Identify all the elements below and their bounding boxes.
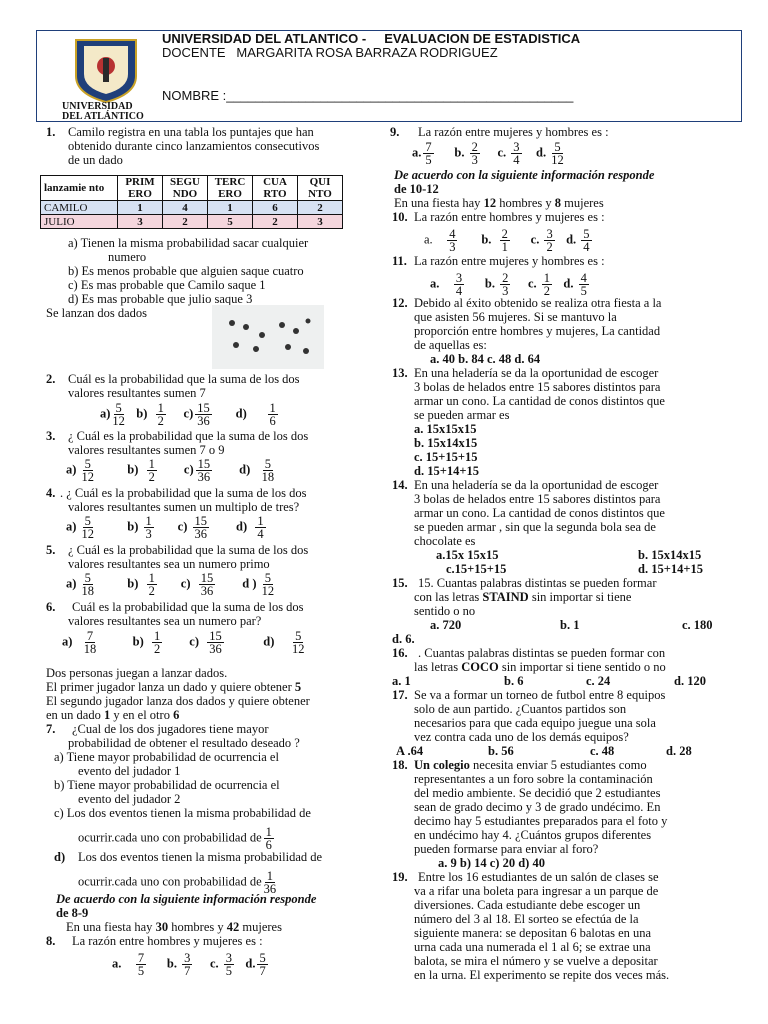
- table-header-row: [41, 176, 343, 201]
- info-10-12: En una fiesta hay 12 hombres y 8 mujeres: [394, 196, 604, 210]
- q17-option-c: c. 48: [590, 744, 615, 758]
- teacher-line: DOCENTE MARGARITA ROSA BARRAZA RODRIGUEZ: [162, 45, 498, 60]
- q19-text: en la urna. El experimento se repite dos veces más.: [414, 968, 670, 982]
- q7-option-d: Los dos eventos tienen la misma probabilidad de: [78, 850, 323, 864]
- q2-number: 2.: [46, 372, 56, 386]
- q6-options: a) $\frac{7}{18}$ b) $\frac{1}{2}$ c) $\frac{15}{36}$ d) $\frac{5}{12}$: [62, 629, 305, 656]
- q18-text: pueden formarse para enviar al foro?: [414, 842, 599, 856]
- q14-option-a: a.15x 15x15: [436, 548, 499, 562]
- q7-option-d: ocurrir.cada uno con probabilidad de $\frac{1}{36}$: [78, 869, 277, 896]
- q17-text: vez contra cada uno de los demás equipos?: [414, 730, 629, 744]
- q7-option-c: ocurrir.cada uno con probabilidad de $\frac{1}{6}$: [78, 825, 272, 852]
- q6-number: 6.: [46, 600, 56, 614]
- name-line: NOMBRE :________________________________________________: [162, 88, 574, 103]
- q15-option-a: a. 720: [430, 618, 462, 632]
- q14-option-c: c.15+15+15: [446, 562, 507, 576]
- q10-options: a. $\frac{4}{3}$ b. $\frac{2}{1}$ c. $\frac{3}{2}$ d. $\frac{5}{4}$: [424, 227, 590, 254]
- q2-text: Cuál es la probabilidad que la suma de los dos: [68, 372, 300, 386]
- q18-text: sean de grado decimo y 3 de grado undécimo. En: [414, 800, 661, 814]
- players-text: Dos personas juegan a lanzar dados.: [46, 666, 228, 680]
- q10-number: 10.: [392, 210, 408, 224]
- q14-text: se pueden armar , sin que la segunda bola sea de: [414, 520, 656, 534]
- table-cell: 6: [253, 201, 298, 215]
- q9-text: La razón entre mujeres y hombres es :: [418, 125, 609, 139]
- table-header: lanzamie nto: [41, 176, 118, 201]
- q17-text: Se va a formar un torneo de futbol entre 8 equipos: [414, 688, 666, 702]
- table-row: [41, 201, 343, 215]
- q17-option-d: d. 28: [666, 744, 692, 758]
- q3-options: a) $\frac{5}{12}$ b) $\frac{1}{2}$ c) $\frac{15}{36}$ d) $\frac{5}{18}$: [66, 457, 275, 484]
- logo-caption-2: DEL ATLÁNTICO: [62, 111, 144, 122]
- table-cell: CAMILO: [41, 201, 118, 215]
- q5-text: ¿ Cuál es la probabilidad que la suma de los dos: [68, 543, 309, 557]
- q13-text: 3 bolas de helados entre 15 sabores distintos para: [414, 380, 661, 394]
- q17-option-b: b. 56: [488, 744, 514, 758]
- info-10-12: De acuerdo con la siguiente información responde: [394, 168, 655, 182]
- q11-options: a. $\frac{3}{4}$ b. $\frac{2}{3}$ c. $\frac{1}{2}$ d. $\frac{4}{5}$: [430, 271, 587, 298]
- q2-text: valores resultantes sumen 7: [68, 386, 206, 400]
- q6-text: valores resultantes sea un numero par?: [68, 614, 262, 628]
- q19-text: número del 3 al 18. El sorteo se efectúa de la: [414, 912, 639, 926]
- q19-text: siguiente manera: se depositan 6 balotas en una: [414, 926, 652, 940]
- q5-options: a) $\frac{5}{18}$ b) $\frac{1}{2}$ c) $\frac{15}{36}$ d ) $\frac{5}{12}$: [66, 571, 275, 598]
- q5-text: valores resultantes sea un numero primo: [68, 557, 270, 571]
- q1-option-d: d) Es mas probable que julio saque 3: [68, 292, 253, 306]
- table-header: PRIM ERO: [118, 176, 163, 201]
- q12-text: Debido al éxito obtenido se realiza otra fiesta a la: [414, 296, 662, 310]
- q18-number: 18.: [392, 758, 408, 772]
- dice-intro: Se lanzan dos dados: [46, 306, 148, 320]
- q7-number: 7.: [46, 722, 56, 736]
- info-8-9: De acuerdo con la siguiente información responde: [56, 892, 317, 906]
- q17-number: 17.: [392, 688, 408, 702]
- q15-text: 15. Cuantas palabras distintas se pueden formar: [418, 576, 657, 590]
- q19-text: diversiones. Cada estudiante debe escoger un: [414, 898, 641, 912]
- q14-text: armar un cono. La cantidad de conos distintos que: [414, 506, 665, 520]
- table-cell: 2: [253, 215, 298, 229]
- table-cell: 3: [118, 215, 163, 229]
- q13-option-c: c. 15+15+15: [414, 450, 478, 464]
- table-cell: 2: [298, 201, 343, 215]
- q3-number: 3.: [46, 429, 56, 443]
- q7-option-b: b) Tiene mayor probabilidad de ocurrencia el: [54, 778, 280, 792]
- q14-text: 3 bolas de helados entre 15 sabores distintos para: [414, 492, 661, 506]
- players-text: El primer jugador lanza un dado y quiere obtener 5: [46, 680, 302, 694]
- dice-image: [212, 305, 324, 369]
- info-8-9: de 8-9: [56, 906, 89, 920]
- q12-text: de aquellas es:: [414, 338, 487, 352]
- q16-number: 16.: [392, 646, 408, 660]
- q15-option-c: c. 180: [682, 618, 713, 632]
- table-cell: 1: [118, 201, 163, 215]
- q18-text: del medio ambiente. Se decidió que 2 estudiantes: [414, 786, 661, 800]
- q12-text: que asisten 56 mujeres. Si se mantuvo la: [414, 310, 617, 324]
- q14-number: 14.: [392, 478, 408, 492]
- table-cell: 1: [208, 201, 253, 215]
- q1-option-b: b) Es menos probable que alguien saque cuatro: [68, 264, 304, 278]
- q16-text: las letras COCO sin importar si tiene sentido o no: [414, 660, 666, 674]
- q15-text: con las letras STAIND sin importar si tiene: [414, 590, 632, 604]
- q18-options: a. 9 b) 14 c) 20 d) 40: [438, 856, 545, 870]
- q14-text: chocolate es: [414, 534, 476, 548]
- q11-number: 11.: [392, 254, 407, 268]
- players-text: El segundo jugador lanza dos dados y quiere obtener: [46, 694, 310, 708]
- table-cell: 3: [298, 215, 343, 229]
- q19-text: Entre los 16 estudiantes de un salón de clases se: [418, 870, 659, 884]
- q8-number: 8.: [46, 934, 56, 948]
- q7-option-d: d): [54, 850, 66, 864]
- q1-number: 1.: [46, 125, 56, 139]
- q1-option-a: a) Tienen la misma probabilidad sacar cualquier: [68, 236, 309, 250]
- q19-text: urna cada una numerada el 1 al 6; se extrae una: [414, 940, 651, 954]
- q15-option-b: b. 1: [560, 618, 580, 632]
- q7-text: probabilidad de obtener el resultado deseado ?: [68, 736, 300, 750]
- table-cell: JULIO: [41, 215, 118, 229]
- q18-text: representantes a un foro sobre la contaminación: [414, 772, 653, 786]
- table-cell: 2: [163, 215, 208, 229]
- q16-option-c: c. 24: [586, 674, 611, 688]
- q17-text: necesarios para que cada equipo juegue una sola: [414, 716, 656, 730]
- q16-text: . Cuantas palabras distintas se pueden formar con: [418, 646, 666, 660]
- q1-option-a: numero: [108, 250, 147, 264]
- q12-number: 12.: [392, 296, 408, 310]
- q19-text: balota, se mira el número y se vuelve a depositar: [414, 954, 658, 968]
- q1-option-c: c) Es mas probable que Camilo saque 1: [68, 278, 266, 292]
- q15-option-d: d. 6.: [392, 632, 415, 646]
- q3-text: valores resultantes sumen 7 o 9: [68, 443, 225, 457]
- q10-text: La razón entre hombres y mujeres es :: [414, 210, 605, 224]
- q8-text: La razón entre hombres y mujeres es :: [72, 934, 263, 948]
- q9-number: 9.: [390, 125, 400, 139]
- info-8-9: En una fiesta hay 30 hombres y 42 mujeres: [66, 920, 282, 934]
- q12-text: proporción entre hombres y mujeres, La cantidad: [414, 324, 661, 338]
- q13-text: se pueden armar es: [414, 408, 510, 422]
- q13-option-b: b. 15x14x15: [414, 436, 478, 450]
- q7-option-b: evento del judador 2: [78, 792, 181, 806]
- q14-text: En una heladería se da la oportunidad de escoger: [414, 478, 659, 492]
- q16-option-b: b. 6: [504, 674, 524, 688]
- q13-option-a: a. 15x15x15: [414, 422, 477, 436]
- q14-option-d: d. 15+14+15: [638, 562, 703, 576]
- university-title: UNIVERSIDAD DEL ATLANTICO - EVALUACION DE ESTADISTICA: [162, 31, 581, 46]
- q6-text: Cuál es la probabilidad que la suma de los dos: [72, 600, 304, 614]
- q18-text: decimo hay 5 estudiantes preparados para el foto y: [414, 814, 668, 828]
- info-10-12: de 10-12: [394, 182, 439, 196]
- q5-number: 5.: [46, 543, 56, 557]
- q4-text: valores resultantes sumen un multiplo de tres?: [68, 500, 300, 514]
- q15-number: 15.: [392, 576, 408, 590]
- players-text: en un dado 1 y en el otro 6: [46, 708, 180, 722]
- table-header: QUI NTO: [298, 176, 343, 201]
- q14-option-b: b. 15x14x15: [638, 548, 702, 562]
- table-row: [41, 215, 343, 229]
- scores-table: [40, 175, 343, 229]
- q13-number: 13.: [392, 366, 408, 380]
- q8-options: a. $\frac{7}{5}$ b. $\frac{3}{7}$ c. $\frac{3}{5}$ d. $\frac{5}{7}$: [112, 951, 266, 978]
- q19-number: 19.: [392, 870, 408, 884]
- q1-text: Camilo registra en una tabla los puntajes que han: [68, 125, 314, 139]
- q7-option-c: c) Los dos eventos tienen la misma probabilidad de: [54, 806, 311, 820]
- q16-option-a: a. 1: [392, 674, 411, 688]
- logo-caption-1: UNIVERSIDAD: [62, 101, 133, 112]
- q7-option-a: evento del judador 1: [78, 764, 181, 778]
- q7-option-a: a) Tiene mayor probabilidad de ocurrencia el: [54, 750, 279, 764]
- q4-options: a) $\frac{5}{12}$ b) $\frac{1}{3}$ c) $\frac{15}{36}$ d) $\frac{1}{4}$: [66, 514, 264, 541]
- q13-text: armar un cono. La cantidad de conos distintos que: [414, 394, 665, 408]
- q12-options: a. 40 b. 84 c. 48 d. 64: [430, 352, 541, 366]
- table-header: SEGU NDO: [163, 176, 208, 201]
- q9-options: a. $\frac{7}{5}$ b. $\frac{2}{3}$ c. $\frac{3}{4}$ d. $\frac{5}{12}$: [412, 140, 564, 167]
- q1-text: de un dado: [68, 153, 123, 167]
- q17-text: solo de aun partido. ¿Cuantos partidos son: [414, 702, 627, 716]
- q4-text: . ¿ Cuál es la probabilidad que la suma de los dos: [60, 486, 307, 500]
- q15-text: sentido o no: [414, 604, 476, 618]
- q18-text: en undécimo hay 4. ¿Cuántos grupos diferentes: [414, 828, 652, 842]
- table-cell: 5: [208, 215, 253, 229]
- q16-option-d: d. 120: [674, 674, 706, 688]
- q2-options: a) $\frac{5}{12}$ b) $\frac{1}{2}$ c) $\frac{15}{36}$ d) $\frac{1}{6}$: [100, 401, 276, 428]
- q18-text: Un colegio necesita enviar 5 estudiantes como: [414, 758, 647, 772]
- q19-text: va a rifar una boleta para ingresar a un parque de: [414, 884, 659, 898]
- q13-option-d: d. 15+14+15: [414, 464, 479, 478]
- table-cell: 4: [163, 201, 208, 215]
- q7-text: ¿Cual de los dos jugadores tiene mayor: [72, 722, 269, 736]
- q13-text: En una heladería se da la oportunidad de escoger: [414, 366, 659, 380]
- q1-text: obtenido durante cinco lanzamientos consecutivos: [68, 139, 320, 153]
- table-header: CUA RTO: [253, 176, 298, 201]
- table-header: TERC ERO: [208, 176, 253, 201]
- q3-text: ¿ Cuál es la probabilidad que la suma de los dos: [68, 429, 309, 443]
- q11-text: La razón entre mujeres y hombres es :: [414, 254, 605, 268]
- q4-number: 4.: [46, 486, 56, 500]
- q17-option-a: A .64: [396, 744, 424, 758]
